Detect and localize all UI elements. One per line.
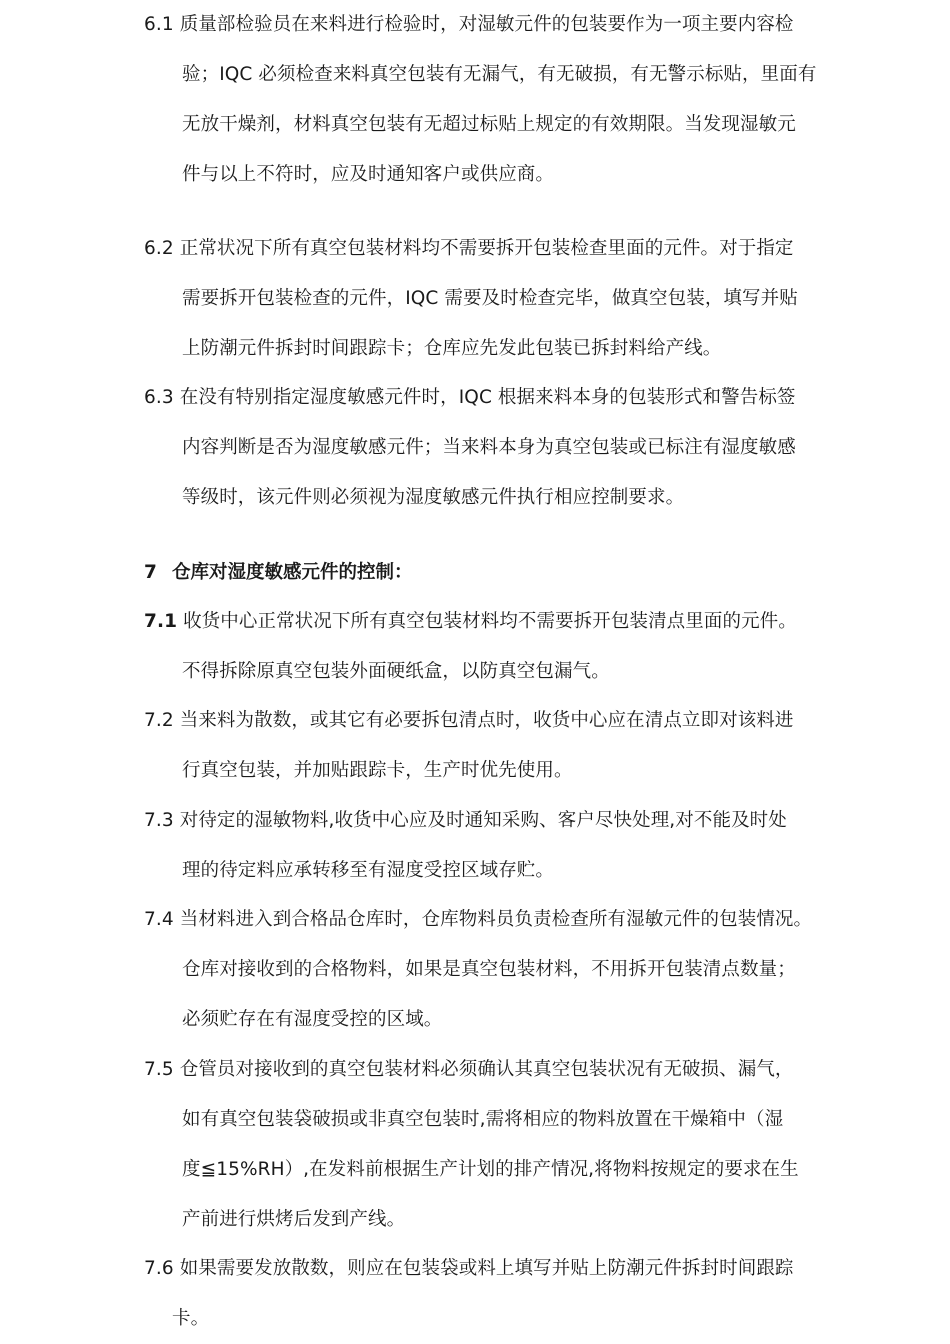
paragraph-line: 理的待定料应承转移至有湿度受控区域存贮。 [182,860,555,881]
paragraph-line: 上防潮元件拆封时间跟踪卡；仓库应先发此包装已拆封料给产线。 [182,338,722,359]
paragraph-line: 对待定的湿敏物料,收货中心应及时通知采购、客户尽快处理,对不能及时处 [179,810,787,831]
paragraph-line: 在没有特别指定湿度敏感元件时，IQC 根据来料本身的包装形式和警告标签 [179,387,796,408]
paragraph-7-1 [144,597,814,697]
paragraph-first-line [144,696,814,746]
heading-number: 7 [144,562,157,583]
paragraph-line: 仓库对接收到的合格物料，如果是真空包装材料，不用拆开包装清点数量； [182,959,796,980]
paragraph-line: 正常状况下所有真空包装材料均不需要拆开包装检查里面的元件。对于指定 [179,238,794,259]
clause-number: 7.4 [144,909,174,930]
paragraph-first-line [144,895,814,945]
paragraph-first-line [144,1045,814,1095]
section-heading-7 [144,548,413,598]
paragraph-line: 卡。 [172,1308,210,1329]
paragraph-6-1 [144,0,817,200]
paragraph-line: 仓管员对接收到的真空包装材料必须确认其真空包装状况有无破损、漏气， [179,1059,794,1080]
paragraph-6-3 [144,373,814,523]
paragraph-first-line [144,224,814,274]
clause-number: 7.1 [144,611,178,632]
paragraph-line: 必须贮存在有湿度受控的区域。 [182,1009,443,1030]
paragraph-7-2 [144,696,814,796]
paragraph-7-6 [144,1244,814,1344]
paragraph-line: 产前进行烘烤后发到产线。 [182,1209,406,1230]
paragraph-first-line [144,373,814,423]
paragraph-line: 等级时，该元件则必须视为湿度敏感元件执行相应控制要求。 [182,487,685,508]
paragraph-first-line [144,796,814,846]
paragraph-line: 度≦15%RH）,在发料前根据生产计划的排产情况,将物料按规定的要求在生 [182,1159,799,1180]
paragraph-line: 内容判断是否为湿度敏感元件；当来料本身为真空包装或已标注有湿度敏感 [182,437,796,458]
clause-number: 7.3 [144,810,174,831]
paragraph-7-4 [144,895,814,1045]
clause-number: 7.5 [144,1059,174,1080]
paragraph-first-line [144,597,814,647]
paragraph-line: 如果需要发放散数，则应在包装袋或料上填写并贴上防潮元件拆封时间跟踪 [179,1258,794,1279]
paragraph-7-5 [144,1045,814,1245]
paragraph-first-line [144,1244,814,1294]
paragraph-line: 验；IQC 必须检查来料真空包装有无漏气，有无破损，有无警示标贴，里面有 [182,64,817,85]
paragraph-line: 收货中心正常状况下所有真空包装材料均不需要拆开包装清点里面的元件。 [183,611,797,632]
clause-number: 7.2 [144,710,174,731]
paragraph-line: 质量部检验员在来料进行检验时，对湿敏元件的包装要作为一项主要内容检 [179,14,794,35]
clause-number: 7.6 [144,1258,174,1279]
paragraph-line: 如有真空包装袋破损或非真空包装时,需将相应的物料放置在干燥箱中（湿 [182,1109,784,1130]
paragraph-line: 需要拆开包装检查的元件，IQC 需要及时检查完毕，做真空包装，填写并贴 [182,288,798,309]
clause-number: 6.3 [144,387,174,408]
paragraph-6-2 [144,224,814,374]
clause-number: 6.1 [144,14,174,35]
paragraph-7-3 [144,796,814,896]
paragraph-line: 当来料为散数，或其它有必要拆包清点时，收货中心应在清点立即对该料进 [179,710,794,731]
paragraph-first-line [144,0,814,50]
clause-number: 6.2 [144,238,174,259]
paragraph-line: 件与以上不符时，应及时通知客户或供应商。 [182,164,555,185]
heading-title: 仓库对湿度敏感元件的控制： [172,562,413,583]
paragraph-line: 无放干燥剂，材料真空包装有无超过标贴上规定的有效期限。当发现湿敏元 [182,114,796,135]
paragraph-line: 当材料进入到合格品仓库时，仓库物料员负责检查所有湿敏元件的包装情况。 [179,909,813,930]
paragraph-line: 行真空包装，并加贴跟踪卡，生产时优先使用。 [182,760,573,781]
paragraph-line: 不得拆除原真空包装外面硬纸盒，以防真空包漏气。 [182,661,610,682]
